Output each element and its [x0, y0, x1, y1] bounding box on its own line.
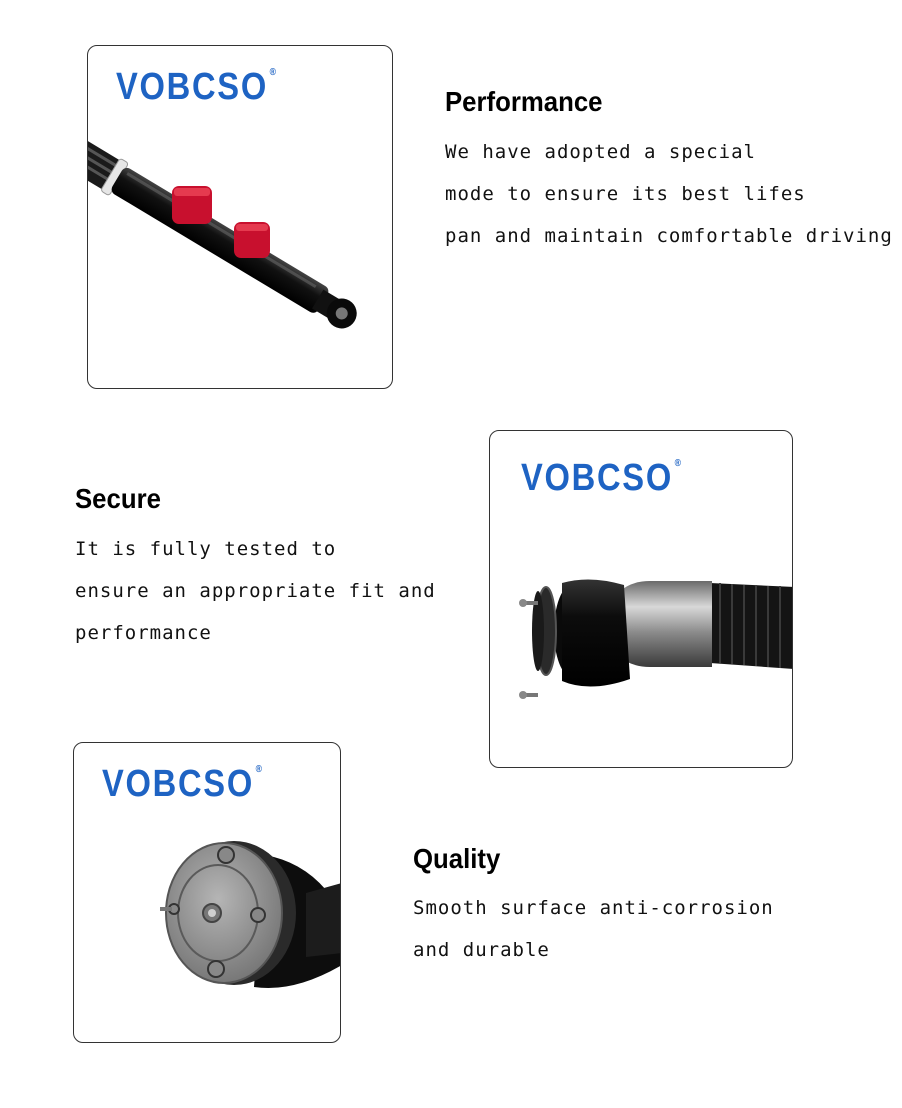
- feature-line: performance: [75, 622, 212, 644]
- shock-absorber-image: [88, 46, 393, 389]
- feature-text-quality: [413, 887, 774, 971]
- brand-name: VOBCSO: [116, 66, 268, 108]
- feature-title-quality: Quality: [413, 843, 501, 874]
- registered-mark: ®: [269, 67, 277, 78]
- feature-line: pan and maintain comfortable driving: [445, 225, 893, 247]
- feature-line: We have adopted a special: [445, 141, 756, 163]
- strut-mount-image: [74, 743, 341, 1043]
- feature-title-secure: Secure: [75, 483, 161, 514]
- product-card-strut-mount: [73, 742, 341, 1043]
- brand-name: VOBCSO: [521, 457, 673, 499]
- feature-line: ensure an appropriate fit and: [75, 580, 436, 602]
- feature-line: Smooth surface anti-corrosion: [413, 897, 774, 919]
- feature-text-performance: [445, 131, 893, 257]
- product-card-air-spring: [489, 430, 793, 768]
- registered-mark: ®: [674, 458, 682, 469]
- brand-name: VOBCSO: [102, 763, 254, 805]
- feature-line: It is fully tested to: [75, 538, 337, 560]
- air-spring-image: [490, 431, 793, 768]
- feature-line: and durable: [413, 939, 550, 961]
- feature-text-secure: [75, 528, 436, 654]
- feature-line: mode to ensure its best lifes: [445, 183, 806, 205]
- product-card-shock-absorber: [87, 45, 393, 389]
- registered-mark: ®: [255, 764, 263, 775]
- feature-title-performance: Performance: [445, 86, 603, 117]
